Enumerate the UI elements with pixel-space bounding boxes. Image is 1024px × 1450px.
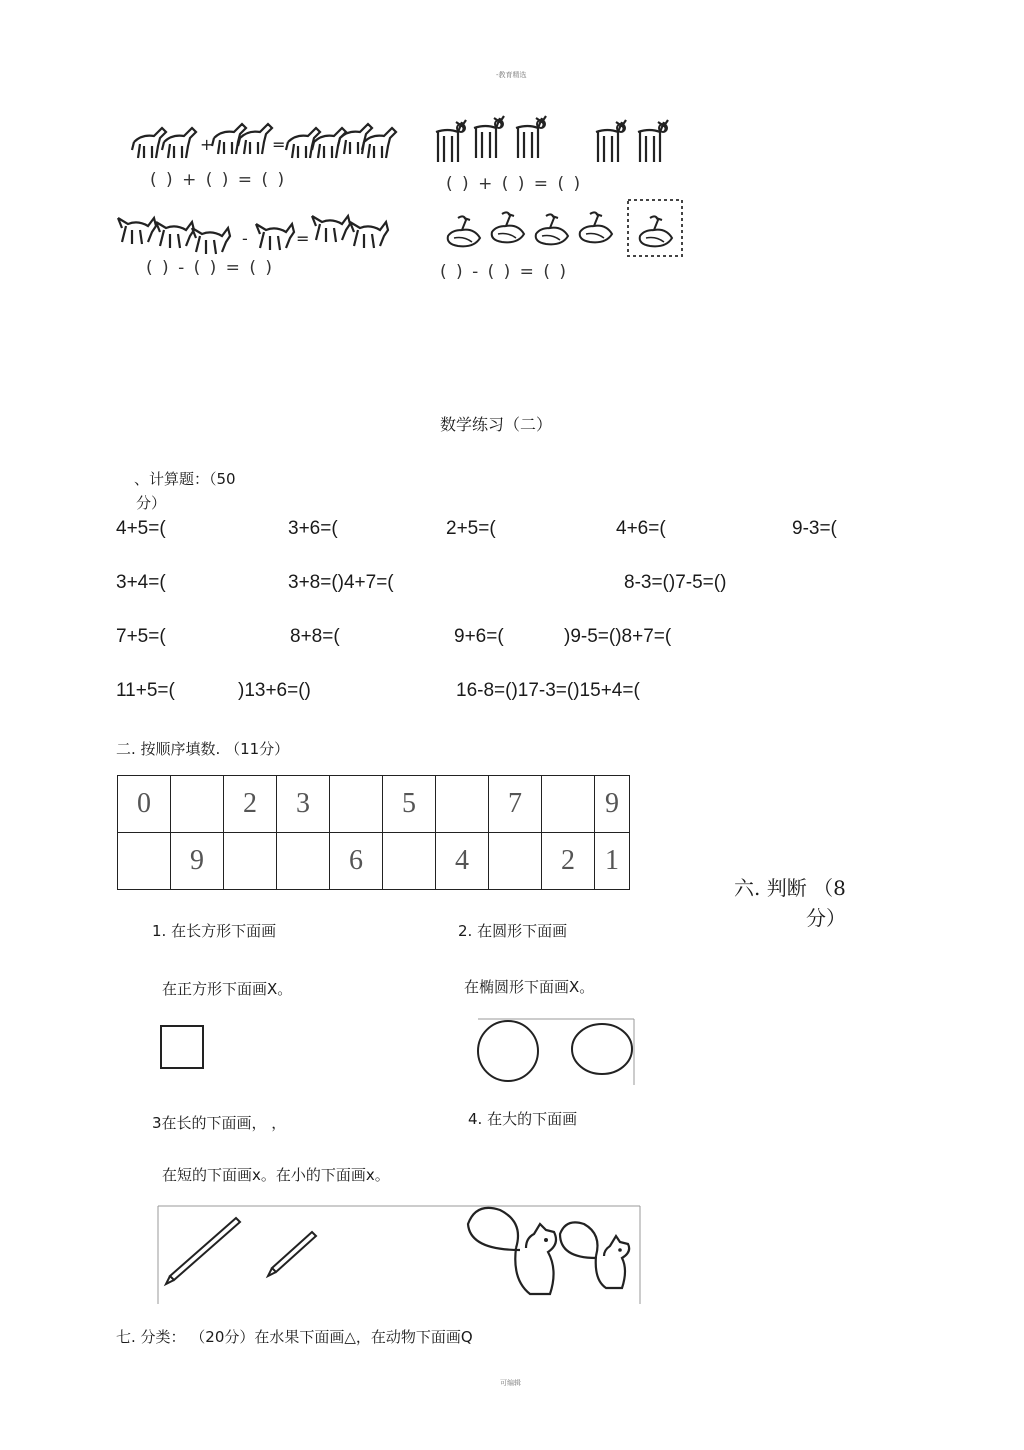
horse-blanks: ( ) + ( ) = ( ) [150, 170, 287, 190]
square-shape [161, 1026, 203, 1068]
table-cell[interactable] [542, 776, 595, 833]
table-cell[interactable]: 2 [542, 833, 595, 890]
equation: 9+6=( [454, 626, 504, 647]
equation: 7+5=( [116, 626, 166, 647]
equation: 2+5=( [446, 518, 496, 539]
question-2: 2. 在圆形下面画 [458, 922, 568, 940]
section7-title: 七. 分类： （20分）在水果下面画△，在动物下面画Q [116, 1328, 473, 1346]
section1-title: 、计算题：（50 [134, 470, 236, 488]
page-footer: 可编辑 [500, 1379, 521, 1387]
question-1-b: 在正方形下面画X。 [162, 980, 293, 998]
question-4: 4. 在大的下面画 [468, 1110, 578, 1128]
equation: 8+8=( [290, 626, 340, 647]
equation: 16-8=()17-3=()15+4=( [456, 680, 640, 701]
circle-shape [478, 1021, 538, 1081]
section2-title: 二. 按顺序填数. （11分） [116, 740, 290, 758]
question-2-b: 在椭圆形下面画X。 [464, 978, 595, 996]
horse-icon [132, 124, 396, 158]
table-cell[interactable] [489, 833, 542, 890]
equals-sign: = [272, 135, 286, 154]
equation: )13+6=() [238, 680, 311, 701]
equation: 3+6=( [288, 518, 338, 539]
table-cell[interactable] [171, 776, 224, 833]
table-cell[interactable]: 7 [489, 776, 542, 833]
table-cell[interactable]: 0 [118, 776, 171, 833]
goose-icon [448, 212, 672, 246]
table-cell[interactable] [118, 833, 171, 890]
big-squirrel-icon [468, 1208, 556, 1294]
shapes-figure [150, 1015, 650, 1095]
goose-blanks: ( ) - ( ) = ( ) [440, 262, 568, 282]
equation: 9-3=( [792, 518, 837, 539]
table-cell[interactable]: 5 [383, 776, 436, 833]
pencils-squirrels-figure [150, 1200, 650, 1310]
picture-problems [0, 0, 1024, 300]
table-row [118, 776, 630, 833]
table-cell[interactable]: 1 [595, 833, 630, 890]
equation: 3+4=( [116, 572, 166, 593]
wolf-blanks: ( ) - ( ) = ( ) [146, 258, 274, 278]
question-1: 1. 在长方形下面画 [152, 922, 277, 940]
number-sequence-table [117, 775, 630, 890]
table-cell[interactable] [436, 776, 489, 833]
table-cell[interactable]: 3 [277, 776, 330, 833]
deer-blanks: ( ) + ( ) = ( ) [446, 174, 583, 194]
wolf-icon [118, 216, 388, 254]
long-pencil-icon [166, 1218, 240, 1284]
equals-sign-2: = [296, 229, 310, 248]
section1-title-cont: 分） [136, 494, 167, 512]
table-cell[interactable]: 4 [436, 833, 489, 890]
table-cell[interactable]: 2 [224, 776, 277, 833]
deer-icon [436, 116, 668, 162]
plus-sign: + [200, 135, 214, 154]
section6-title: 六. 判断 （8 [734, 876, 846, 900]
equation: 3+8=()4+7=( [288, 572, 394, 593]
equation: 8-3=()7-5=() [624, 572, 727, 593]
equation: )9-5=()8+7=( [564, 626, 672, 647]
equation: 4+5=( [116, 518, 166, 539]
small-squirrel-icon [560, 1222, 629, 1288]
table-cell[interactable] [330, 776, 383, 833]
equation: 4+6=( [616, 518, 666, 539]
table-cell[interactable] [383, 833, 436, 890]
page-header: -教育精选 [496, 71, 527, 79]
table-cell[interactable]: 9 [171, 833, 224, 890]
worksheet-title: 数学练习（二） [440, 415, 553, 434]
short-pencil-icon [268, 1232, 316, 1276]
question-3: 3在长的下面画， ， [152, 1114, 287, 1132]
question-3-b: 在短的下面画x。在小的下面画x。 [162, 1166, 390, 1184]
equation: 11+5=( [116, 680, 175, 701]
table-row [118, 833, 630, 890]
minus-sign: - [242, 229, 248, 248]
table-cell[interactable]: 9 [595, 776, 630, 833]
table-cell[interactable] [277, 833, 330, 890]
section6-title-cont: 分） [806, 906, 846, 930]
table-cell[interactable]: 6 [330, 833, 383, 890]
table-cell[interactable] [224, 833, 277, 890]
ellipse-shape [572, 1024, 632, 1074]
